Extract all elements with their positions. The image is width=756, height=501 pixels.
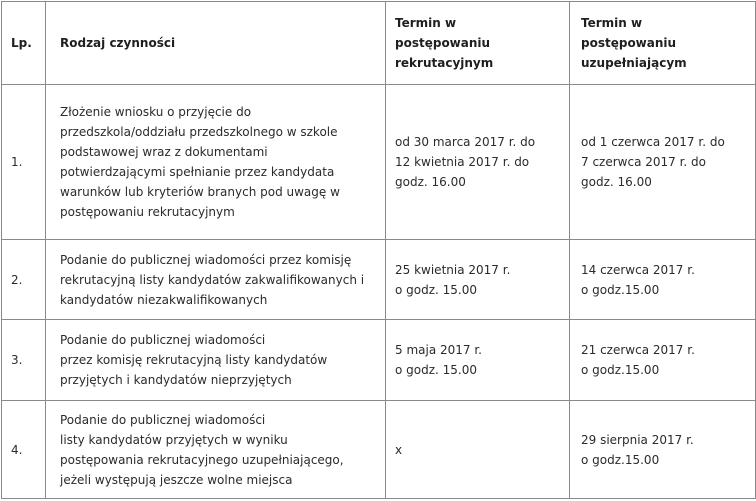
row-number: 4. — [2, 401, 46, 499]
supplementary-deadline-cell: 21 czerwca 2017 r. o godz.15.00 — [570, 320, 756, 401]
header-supplementary-deadline: Termin w postępowaniu uzupełniającym — [570, 2, 756, 85]
table-row — [2, 85, 756, 240]
row-number: 3. — [2, 320, 46, 401]
row-number: 2. — [2, 240, 46, 320]
activity-cell: Podanie do publicznej wiadomości przez komisję rekrutacyjną listy kandydatów zakwalifikowanych i kandydatów niezakwalifikowanych — [46, 240, 386, 320]
recruitment-schedule-table — [1, 1, 756, 499]
header-activity: Rodzaj czynności — [46, 2, 386, 85]
header-lp: Lp. — [2, 2, 46, 85]
table-row — [2, 320, 756, 401]
supplementary-deadline-cell: 14 czerwca 2017 r. o godz.15.00 — [570, 240, 756, 320]
activity-cell: Złożenie wniosku o przyjęcie do przedszkola/oddziału przedszkolnego w szkole podstawowej wraz z dokumentami potwierdzającymi spełnianie przez kandydata warunków lub kryteriów branych pod uwagę w postępowaniu rekrutacyjnym — [46, 85, 386, 240]
recruitment-deadline-cell: x — [386, 401, 570, 499]
table-header-row — [2, 2, 756, 85]
header-recruitment-deadline: Termin w postępowaniu rekrutacyjnym — [386, 2, 570, 85]
supplementary-deadline-cell: 29 sierpnia 2017 r. o godz.15.00 — [570, 401, 756, 499]
table-row — [2, 401, 756, 499]
recruitment-deadline-cell: 5 maja 2017 r. o godz. 15.00 — [386, 320, 570, 401]
table-row — [2, 240, 756, 320]
activity-cell: Podanie do publicznej wiadomości listy kandydatów przyjętych w wyniku postępowania rekrutacyjnego uzupełniającego, jeżeli występują jeszcze wolne miejsca — [46, 401, 386, 499]
row-number: 1. — [2, 85, 46, 240]
recruitment-deadline-cell: 25 kwietnia 2017 r. o godz. 15.00 — [386, 240, 570, 320]
activity-cell: Podanie do publicznej wiadomości przez komisję rekrutacyjną listy kandydatów przyjętych i kandydatów nieprzyjętych — [46, 320, 386, 401]
recruitment-deadline-cell: od 30 marca 2017 r. do 12 kwietnia 2017 r. do godz. 16.00 — [386, 85, 570, 240]
supplementary-deadline-cell: od 1 czerwca 2017 r. do 7 czerwca 2017 r. do godz. 16.00 — [570, 85, 756, 240]
